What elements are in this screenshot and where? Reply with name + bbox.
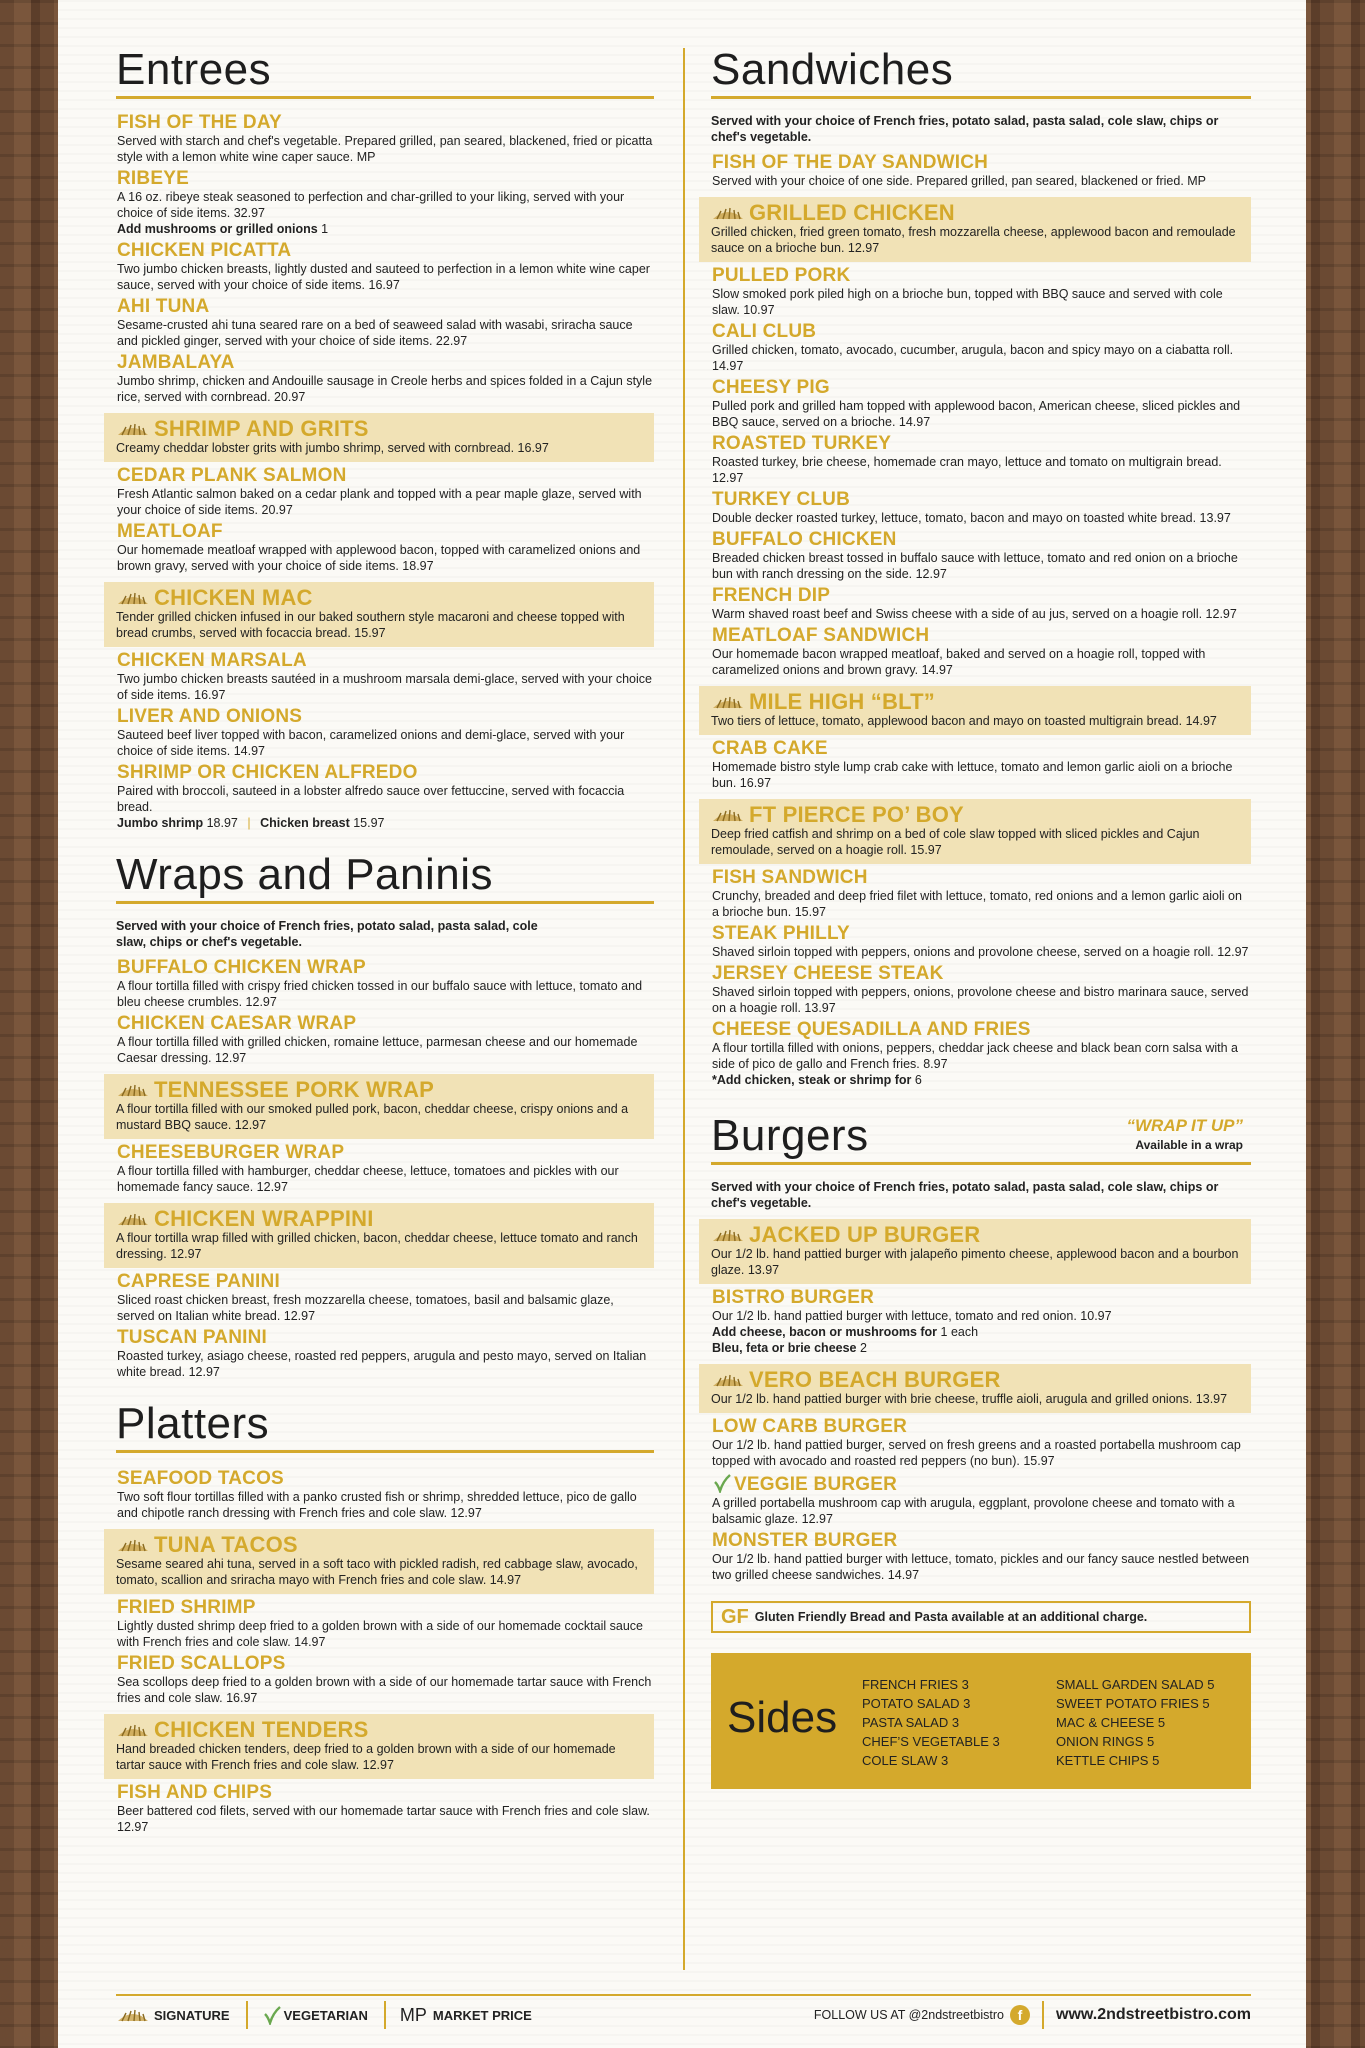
menu-item <box>711 434 1251 486</box>
menu-item <box>711 626 1251 678</box>
burgers-header <box>711 1111 1251 1165</box>
menu-item <box>116 522 654 574</box>
item-addon: Bleu, feta or brie cheese 2 <box>712 1341 867 1355</box>
item-name: TENNESSEE PORK WRAP <box>154 1077 435 1102</box>
item-name: FISH SANDWICH <box>712 867 868 888</box>
item-desc: Sliced roast chicken breast, fresh mozzarella cheese, tomatoes, basil and balsamic glaze, served on Italian white bread. 12.97 <box>117 1293 614 1323</box>
item-name: ROASTED TURKEY <box>712 433 892 454</box>
menu-item <box>116 241 654 293</box>
item-desc: Warm shaved roast beef and Swiss cheese with a side of au jus, served on a hoagie roll. 12.97 <box>712 607 1237 621</box>
sides-title: Sides <box>727 1693 838 1742</box>
facebook-icon[interactable]: f <box>1010 2005 1030 2025</box>
item-name: CHICKEN TENDERS <box>154 1717 369 1742</box>
legend-vegetarian-label: VEGETARIAN <box>283 2007 368 2023</box>
signature-menu-item <box>104 1203 654 1268</box>
item-desc: Sesame seared ahi tuna, served in a soft taco with pickled radish, red cabbage slaw, avocado, tomato, scallion and sriracha mayo with French fries and cole slaw. 14.97 <box>116 1557 638 1587</box>
item-name: MEATLOAF SANDWICH <box>712 625 930 646</box>
item-name: JERSEY CHEESE STEAK <box>712 963 944 984</box>
item-name: SHRIMP OR CHICKEN ALFREDO <box>117 762 418 783</box>
item-name: CHEESE QUESADILLA AND FRIES <box>712 1019 1031 1040</box>
item-desc: Two jumbo chicken breasts, lightly dusted and sauteed to perfection in a lemon white wine caper sauce, served with your choice of side items. 16.97 <box>117 262 650 292</box>
signature-menu-item <box>699 686 1251 735</box>
signature-icon <box>116 1082 150 1098</box>
menu-item <box>711 530 1251 582</box>
wraps-intro: Served with your choice of French fries, potato salad, pasta salad, cole slaw, chips or chef's vegetable. <box>116 919 538 949</box>
item-name: LIVER AND ONIONS <box>117 706 303 727</box>
item-name: TUSCAN PANINI <box>117 1327 268 1348</box>
menu-item <box>116 1469 654 1521</box>
item-name: CHEESY PIG <box>712 377 830 398</box>
wrap-it-up-sub: Available in a wrap <box>1135 1138 1243 1152</box>
menu-item <box>116 651 654 703</box>
menu-item <box>711 378 1251 430</box>
signature-icon <box>711 205 745 221</box>
side-item: SMALL GARDEN SALAD 5 <box>1056 1677 1215 1692</box>
item-options: Jumbo shrimp 18.97 | Chicken breast 15.97 <box>117 816 385 830</box>
platters-title: Platters <box>116 1402 654 1453</box>
left-column <box>116 45 654 1835</box>
menu-item <box>711 868 1251 920</box>
item-name: FRIED SCALLOPS <box>117 1653 286 1674</box>
item-name: FT PIERCE PO’ BOY <box>749 802 964 827</box>
item-desc: Deep fried catfish and shrimp on a bed of cole slaw topped with sliced pickles and Cajun remoulade, served on a hoagie roll. 15.97 <box>711 827 1200 857</box>
side-item: CHEF’S VEGETABLE 3 <box>862 1734 1000 1749</box>
item-desc: Two jumbo chicken breasts sautéed in a mushroom marsala demi-glace, served with your choice of side items. 16.97 <box>117 672 652 702</box>
item-name: FRENCH DIP <box>712 585 831 606</box>
item-name: CHICKEN MARSALA <box>117 650 307 671</box>
item-name: FISH AND CHIPS <box>117 1782 273 1803</box>
item-name: CEDAR PLANK SALMON <box>117 465 347 486</box>
item-name: MEATLOAF <box>117 521 223 542</box>
item-name: BISTRO BURGER <box>712 1287 874 1308</box>
item-name: BUFFALO CHICKEN <box>712 529 897 550</box>
signature-menu-item <box>104 1714 654 1779</box>
signature-menu-item <box>699 1364 1251 1413</box>
legend-mp-label: MARKET PRICE <box>432 2007 532 2023</box>
item-desc: Shaved sirloin topped with peppers, onions and provolone cheese, served on a hoagie roll. 12.97 <box>712 945 1249 959</box>
vegetarian-icon <box>262 2005 282 2025</box>
item-desc: Roasted turkey, asiago cheese, roasted red peppers, arugula and pesto mayo, served on Italian white bread. 12.97 <box>117 1349 647 1379</box>
item-name: CAPRESE PANINI <box>117 1271 280 1292</box>
menu-item <box>116 958 654 1010</box>
item-desc: Two tiers of lettuce, tomato, applewood bacon and mayo on toasted multigrain bread. 14.97 <box>711 714 1217 728</box>
wrap-it-up-label: “WRAP IT UP” <box>1126 1116 1243 1135</box>
menu-item <box>116 113 654 165</box>
menu-item <box>711 490 1251 526</box>
menu-item <box>116 763 654 831</box>
item-name: SHRIMP AND GRITS <box>154 416 369 441</box>
signature-menu-item <box>104 1529 654 1594</box>
legend-signature-label: SIGNATURE <box>154 2007 230 2023</box>
item-name: LOW CARB BURGER <box>712 1416 908 1437</box>
item-name: CRAB CAKE <box>712 738 828 759</box>
signature-icon <box>116 590 150 606</box>
item-desc: Creamy cheddar lobster grits with jumbo shrimp, served with cornbread. 16.97 <box>116 441 549 455</box>
signature-menu-item <box>104 582 654 647</box>
item-name: GRILLED CHICKEN <box>749 200 955 225</box>
right-column <box>711 45 1251 1789</box>
item-desc: Sesame-crusted ahi tuna seared rare on a bed of seaweed salad with wasabi, sriracha sauce and pickled ginger, served with your choice of side items. 22.97 <box>117 318 633 348</box>
sandwiches-title: Sandwiches <box>711 48 1251 99</box>
menu-item <box>711 924 1251 960</box>
menu-item <box>711 266 1251 318</box>
item-name: CHEESEBURGER WRAP <box>117 1142 345 1163</box>
item-name: CHICKEN PICATTA <box>117 240 292 261</box>
menu-item <box>116 1598 654 1650</box>
item-desc: Homemade bistro style lump crab cake with lettuce, tomato and lemon garlic aioli on a brioche bun. 16.97 <box>712 760 1233 790</box>
item-name: VEGGIE BURGER <box>734 1474 898 1495</box>
item-name: STEAK PHILLY <box>712 923 850 944</box>
item-desc: Paired with broccoli, sauteed in a lobster alfredo sauce over fettuccine, served with focaccia bread. <box>117 784 625 814</box>
menu-item <box>116 353 654 405</box>
item-desc: A flour tortilla filled with crispy fried chicken tossed in our buffalo sauce with lettuce, tomato and bleu cheese crumbles. 12.97 <box>117 979 643 1009</box>
item-name: TURKEY CLUB <box>712 489 851 510</box>
item-desc: Served with your choice of one side. Prepared grilled, pan seared, blackened or fried. MP <box>712 174 1207 188</box>
signature-menu-item <box>699 1219 1251 1284</box>
item-addon: Add mushrooms or grilled onions 1 <box>117 222 329 236</box>
item-desc: A flour tortilla filled with our smoked pulled pork, bacon, cheddar cheese, crispy onions and a mustard BBQ sauce. 12.97 <box>116 1102 629 1132</box>
item-name: SEAFOOD TACOS <box>117 1468 284 1489</box>
signature-icon <box>116 1537 150 1553</box>
item-desc: Our homemade bacon wrapped meatloaf, baked and served on a hoagie roll, topped with caramelized onions and brown gravy. 14.97 <box>712 647 1206 677</box>
item-desc: Breaded chicken breast tossed in buffalo sauce with lettuce, tomato and red onion on a brioche bun with ranch dressing on the side. 12.97 <box>712 551 1238 581</box>
sides-list-2 <box>1056 1675 1214 1770</box>
item-name: PULLED PORK <box>712 265 851 286</box>
item-desc: A flour tortilla filled with hamburger, cheddar cheese, lettuce, tomatoes and pickles with our homemade fancy sauce. 12.97 <box>117 1164 619 1194</box>
item-desc: Our 1/2 lb. hand pattied burger with brie cheese, truffle aioli, arugula and grilled onions. 13.97 <box>711 1392 1228 1406</box>
signature-icon <box>711 694 745 710</box>
item-desc: Two soft flour tortillas filled with a panko crusted fish or shrimp, shredded lettuce, pico de gallo and chipotle ranch dressing with French fries and cole slaw. 12.97 <box>117 1490 637 1520</box>
item-name: FRIED SHRIMP <box>117 1597 256 1618</box>
item-desc: A 16 oz. ribeye steak seasoned to perfection and char-grilled to your liking, served with your choice of side items. 32.97 <box>117 190 625 220</box>
item-name: JAMBALAYA <box>117 352 235 373</box>
side-item: SWEET POTATO FRIES 5 <box>1056 1696 1210 1711</box>
menu-item <box>116 169 654 237</box>
item-name: MONSTER BURGER <box>712 1530 898 1551</box>
item-desc: Our 1/2 lb. hand pattied burger, served on fresh greens and a roasted portabella mushroom cap topped with avocado and roasted red peppers (no bun). 15.97 <box>712 1438 1241 1468</box>
website-link[interactable]: www.2ndstreetbistro.com <box>1056 2006 1251 2023</box>
item-desc: Sauteed beef liver topped with bacon, caramelized onions and demi-glace, served with your choice of side items. 14.97 <box>117 728 625 758</box>
legend-vegetarian <box>262 2001 386 2029</box>
follow-text: FOLLOW US AT @2ndstreetbistro <box>813 2008 1004 2022</box>
side-item: PASTA SALAD 3 <box>862 1715 960 1730</box>
item-name: VERO BEACH BURGER <box>749 1367 1001 1392</box>
sides-list-1 <box>862 1675 1000 1770</box>
item-desc: Crunchy, breaded and deep fried filet with lettuce, tomato, red onions and a lemon garlic aioli on a brioche bun. 15.97 <box>712 889 1242 919</box>
item-desc: Slow smoked pork piled high on a brioche bun, topped with BBQ sauce and served with cole slaw. 10.97 <box>712 287 1223 317</box>
signature-icon <box>711 1372 745 1388</box>
legend-signature <box>116 2001 248 2029</box>
menu-item <box>711 1020 1251 1088</box>
item-name: MILE HIGH “BLT” <box>749 689 935 714</box>
menu-item <box>711 153 1251 189</box>
item-name: RIBEYE <box>117 168 189 189</box>
item-desc: Served with starch and chef's vegetable. Prepared grilled, pan seared, blackened, fried or picatta style with a lemon white wine caper sauce. MP <box>117 134 653 164</box>
signature-icon <box>116 1722 150 1738</box>
item-desc: Roasted turkey, brie cheese, homemade cran mayo, lettuce and tomato on multigrain bread. 12.97 <box>712 455 1222 485</box>
signature-menu-item <box>104 1074 654 1139</box>
item-desc: Our 1/2 lb. hand pattied burger with lettuce, tomato, pickles and our fancy sauce nestled between two grilled cheese sandwiches. 14.97 <box>712 1552 1250 1582</box>
item-desc: A grilled portabella mushroom cap with arugula, eggplant, provolone cheese and tomato with a balsamic glaze. 12.97 <box>712 1496 1235 1526</box>
side-item: MAC & CHEESE 5 <box>1056 1715 1166 1730</box>
menu-item <box>116 297 654 349</box>
item-name: BUFFALO CHICKEN WRAP <box>117 957 366 978</box>
item-name: CHICKEN MAC <box>154 585 313 610</box>
entrees-title: Entrees <box>116 48 654 99</box>
signature-menu-item <box>699 197 1251 262</box>
menu-item <box>711 1417 1251 1469</box>
sides-box <box>711 1653 1251 1789</box>
item-desc: Sea scollops deep fried to a golden brown with a side of our homemade tartar sauce with French fries and cole slaw. 16.97 <box>117 1675 652 1705</box>
gf-text: Gluten Friendly Bread and Pasta available at an additional charge. <box>754 1610 1148 1624</box>
signature-icon <box>711 807 745 823</box>
menu-item <box>116 466 654 518</box>
vegetarian-icon <box>712 1473 732 1493</box>
item-name: CHICKEN CAESAR WRAP <box>117 1013 357 1034</box>
signature-menu-item <box>699 799 1251 864</box>
signature-icon <box>116 1211 150 1227</box>
mp-mark: MP <box>399 2004 427 2025</box>
side-item: COLE SLAW 3 <box>862 1753 949 1768</box>
side-item: ONION RINGS 5 <box>1056 1734 1155 1749</box>
item-name: FISH OF THE DAY SANDWICH <box>712 152 989 173</box>
signature-icon <box>116 2007 150 2023</box>
menu-item <box>116 1143 654 1195</box>
menu-item <box>711 739 1251 791</box>
item-name: JACKED UP BURGER <box>749 1222 981 1247</box>
item-desc: Tender grilled chicken infused in our baked southern style macaroni and cheese topped with bread crumbs, served with focaccia bread. 15.97 <box>116 610 625 640</box>
item-desc: Pulled pork and grilled ham topped with applewood bacon, American cheese, sliced pickles and BBQ sauce, served on a brioche. 14.97 <box>712 399 1241 429</box>
item-name: CHICKEN WRAPPINI <box>154 1206 374 1231</box>
menu-item <box>116 707 654 759</box>
item-name: AHI TUNA <box>117 296 210 317</box>
item-desc: Grilled chicken, tomato, avocado, cucumber, arugula, bacon and spicy mayo on a ciabatta roll. 14.97 <box>712 343 1234 373</box>
item-name: FISH OF THE DAY <box>117 112 282 133</box>
wrap-it-up-note <box>1127 1116 1243 1152</box>
wraps-title: Wraps and Paninis <box>116 853 654 904</box>
sandwiches-intro: Served with your choice of French fries, potato salad, pasta salad, cole slaw, chips or chef's vegetable. <box>711 114 1219 144</box>
item-desc: Fresh Atlantic salmon baked on a cedar plank and topped with a pear maple glaze, served with your choice of side items. 20.97 <box>117 487 642 517</box>
menu-item <box>116 1272 654 1324</box>
burgers-intro: Served with your choice of French fries, potato salad, pasta salad, cole slaw, chips or chef's vegetable. <box>711 1180 1219 1210</box>
item-desc: Hand breaded chicken tenders, deep fried to a golden brown with a side of our homemade tartar sauce with French fries and cole slaw. 12.97 <box>116 1742 616 1772</box>
item-desc: A flour tortilla wrap filled with grilled chicken, bacon, cheddar cheese, lettuce tomato and ranch dressing. 12.97 <box>116 1231 638 1261</box>
item-desc: Lightly dusted shrimp deep fried to a golden brown with a side of our homemade cocktail sauce with French fries and cole slaw. 14.97 <box>117 1619 643 1649</box>
menu-item <box>711 1531 1251 1583</box>
menu-item <box>116 1783 654 1835</box>
burgers-title: Burgers <box>711 1114 1251 1165</box>
gluten-friendly-note <box>711 1601 1251 1633</box>
signature-icon <box>711 1227 745 1243</box>
menu-item <box>116 1654 654 1706</box>
signature-menu-item <box>104 413 654 462</box>
item-desc: Jumbo shrimp, chicken and Andouille sausage in Creole herbs and spices folded in a Cajun style rice, served with cornbread. 20.97 <box>117 374 653 404</box>
menu-item <box>711 1288 1251 1356</box>
item-name: TUNA TACOS <box>154 1532 298 1557</box>
item-desc: Double decker roasted turkey, lettuce, tomato, bacon and mayo on toasted white bread. 13.97 <box>712 511 1231 525</box>
legend-market-price <box>400 2001 548 2029</box>
item-addon: *Add chicken, steak or shrimp for 6 <box>712 1073 922 1087</box>
signature-icon <box>116 421 150 437</box>
menu-item <box>711 322 1251 374</box>
gf-mark: GF <box>721 1605 749 1628</box>
item-desc: Our 1/2 lb. hand pattied burger with lettuce, tomato and red onion. 10.97 <box>712 1309 1112 1323</box>
side-item: FRENCH FRIES 3 <box>862 1677 969 1692</box>
item-desc: A flour tortilla filled with grilled chicken, romaine lettuce, parmesan cheese and our homemade Caesar dressing. 12.97 <box>117 1035 638 1065</box>
footer <box>116 1994 1251 2034</box>
side-item: POTATO SALAD 3 <box>862 1696 971 1711</box>
item-name: CALI CLUB <box>712 321 817 342</box>
item-desc: Shaved sirloin topped with peppers, onions, provolone cheese and bistro marinara sauce, served on a hoagie roll. 13.97 <box>712 985 1249 1015</box>
menu-item <box>711 1473 1251 1527</box>
item-desc: Our homemade meatloaf wrapped with applewood bacon, topped with caramelized onions and brown gravy, served with your choice of side items. 18.97 <box>117 543 641 573</box>
menu-item <box>711 586 1251 622</box>
item-desc: Grilled chicken, fried green tomato, fresh mozzarella cheese, applewood bacon and remoulade sauce on a brioche bun. 12.97 <box>711 225 1236 255</box>
menu-item <box>116 1328 654 1380</box>
item-addon: Add cheese, bacon or mushrooms for 1 each <box>712 1325 979 1339</box>
side-item: KETTLE CHIPS 5 <box>1056 1753 1160 1768</box>
menu-item <box>116 1014 654 1066</box>
item-desc: A flour tortilla filled with onions, peppers, cheddar jack cheese and black bean corn salsa with a side of pico de gallo and French fries. 8.97 <box>712 1041 1238 1071</box>
menu-item <box>711 964 1251 1016</box>
item-desc: Our 1/2 lb. hand pattied burger with jalapeño pimento cheese, applewood bacon and a bourbon glaze. 13.97 <box>711 1247 1239 1277</box>
social-follow[interactable] <box>814 2001 1044 2029</box>
column-divider <box>683 48 685 1970</box>
item-desc: Beer battered cod filets, served with our homemade tartar sauce with French fries and cole slaw. 12.97 <box>117 1804 650 1834</box>
